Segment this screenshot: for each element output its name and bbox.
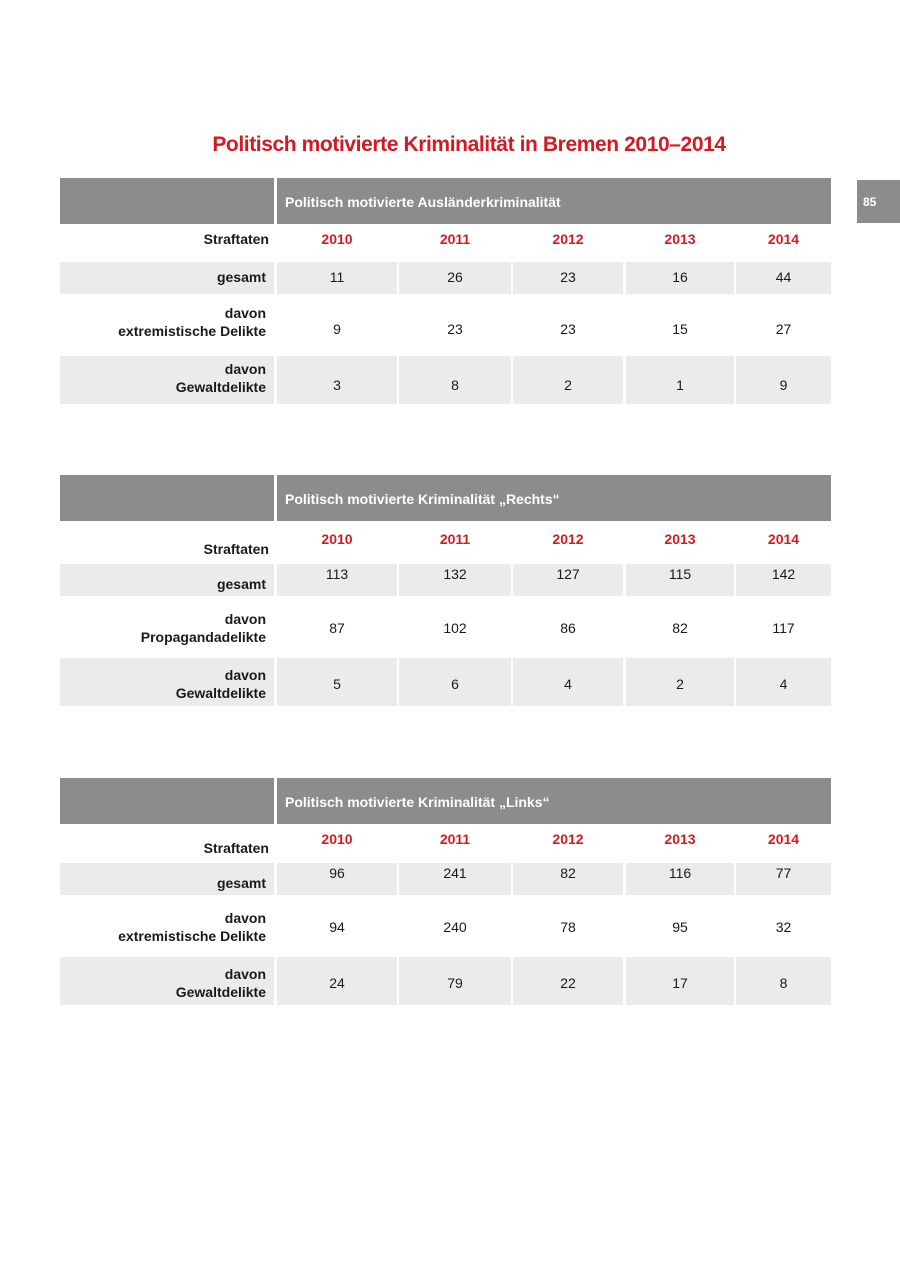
cell-value: 23 (513, 262, 623, 294)
table-row (60, 596, 831, 658)
cell-value: 2 (513, 356, 623, 404)
year-row (60, 824, 831, 863)
cell-value: 22 (513, 957, 623, 1005)
cell-value: 113 (277, 564, 397, 596)
cell-value: 44 (736, 262, 831, 294)
table-row (60, 895, 831, 957)
table-row (60, 356, 831, 404)
row-label: davon extremistische Delikte (118, 305, 266, 339)
cell-value: 142 (736, 564, 831, 596)
year-2010: 2010 (321, 831, 353, 847)
cell-value: 82 (672, 620, 688, 636)
cell-value: 87 (329, 620, 345, 636)
cell-value: 79 (399, 957, 511, 1005)
cell-value: 3 (277, 356, 397, 404)
cell-value: 77 (736, 863, 831, 895)
cell-value: 95 (672, 919, 688, 935)
year-2014: 2014 (767, 531, 800, 547)
table-row (60, 863, 831, 895)
row-label: davon Gewaltdelikte (60, 658, 274, 706)
table-row (60, 262, 831, 294)
cell-value: 9 (333, 321, 341, 337)
year-row (60, 521, 831, 564)
cell-value: 96 (277, 863, 397, 895)
year-2012: 2012 (552, 231, 584, 247)
cell-value: 132 (399, 564, 511, 596)
cell-value: 15 (672, 321, 688, 337)
page-title: Politisch motivierte Kriminalität in Bremen 2010–2014 (212, 133, 726, 156)
cell-value: 240 (443, 919, 467, 935)
cell-value: 2 (626, 658, 734, 706)
cell-value: 27 (775, 321, 792, 337)
cell-value: 8 (399, 356, 511, 404)
cell-value: 4 (513, 658, 623, 706)
cell-value: 11 (277, 262, 397, 294)
table-row (60, 957, 831, 1005)
cell-value: 117 (772, 620, 795, 636)
cell-value: 5 (277, 658, 397, 706)
cell-value: 241 (399, 863, 511, 895)
row-label: gesamt (60, 863, 274, 895)
table-links (60, 778, 831, 1005)
cell-value: 86 (560, 620, 576, 636)
cell-value: 9 (736, 356, 831, 404)
row-label: gesamt (60, 262, 274, 294)
table-rechts (60, 475, 831, 706)
row-label: davon Propagandadelikte (140, 611, 266, 645)
cell-value: 16 (626, 262, 734, 294)
year-2013: 2013 (664, 831, 696, 847)
year-2011: 2011 (439, 831, 471, 847)
cell-value: 1 (626, 356, 734, 404)
cell-value: 24 (277, 957, 397, 1005)
table-auslaender (60, 178, 831, 404)
table-title: Politisch motivierte Kriminalität „Rechts“ (277, 475, 831, 521)
year-2014: 2014 (767, 831, 800, 847)
header-blank (60, 178, 274, 224)
year-row (60, 224, 831, 262)
year-2013: 2013 (664, 531, 696, 547)
year-2011: 2011 (439, 231, 471, 247)
cell-value: 17 (626, 957, 734, 1005)
table-row (60, 294, 831, 356)
table-title: Politisch motivierte Ausländerkriminalität (277, 178, 831, 224)
cell-value: 4 (736, 658, 831, 706)
header-blank (60, 778, 274, 824)
cell-value: 94 (329, 919, 345, 935)
cell-value: 23 (447, 321, 463, 337)
cell-value: 78 (560, 919, 576, 935)
year-2012: 2012 (552, 831, 584, 847)
year-2011: 2011 (439, 531, 471, 547)
cell-value: 32 (775, 919, 792, 935)
row-label: davon Gewaltdelikte (60, 957, 274, 1005)
cell-value: 102 (443, 620, 467, 636)
row-label-straftaten: Straftaten (203, 541, 269, 557)
year-2010: 2010 (321, 531, 353, 547)
page-number-tab (857, 180, 900, 223)
header-blank (60, 475, 274, 521)
page-number: 85 (863, 195, 877, 209)
row-label-straftaten: Straftaten (203, 840, 269, 856)
year-2013: 2013 (664, 231, 696, 247)
row-label-straftaten: Straftaten (203, 231, 269, 247)
year-2014: 2014 (767, 231, 800, 247)
cell-value: 23 (560, 321, 576, 337)
cell-value: 127 (513, 564, 623, 596)
cell-value: 26 (399, 262, 511, 294)
table-title: Politisch motivierte Kriminalität „Links“ (277, 778, 831, 824)
cell-value: 115 (626, 564, 734, 596)
row-label: gesamt (60, 564, 274, 596)
year-2012: 2012 (552, 531, 584, 547)
table-row (60, 564, 831, 596)
year-2010: 2010 (321, 231, 353, 247)
table-row (60, 658, 831, 706)
cell-value: 82 (513, 863, 623, 895)
table-header (60, 178, 831, 224)
table-header (60, 778, 831, 824)
cell-value: 8 (736, 957, 831, 1005)
row-label: davon Gewaltdelikte (60, 356, 274, 404)
cell-value: 116 (626, 863, 734, 895)
table-header (60, 475, 831, 521)
row-label: davon extremistische Delikte (118, 910, 266, 944)
cell-value: 6 (399, 658, 511, 706)
